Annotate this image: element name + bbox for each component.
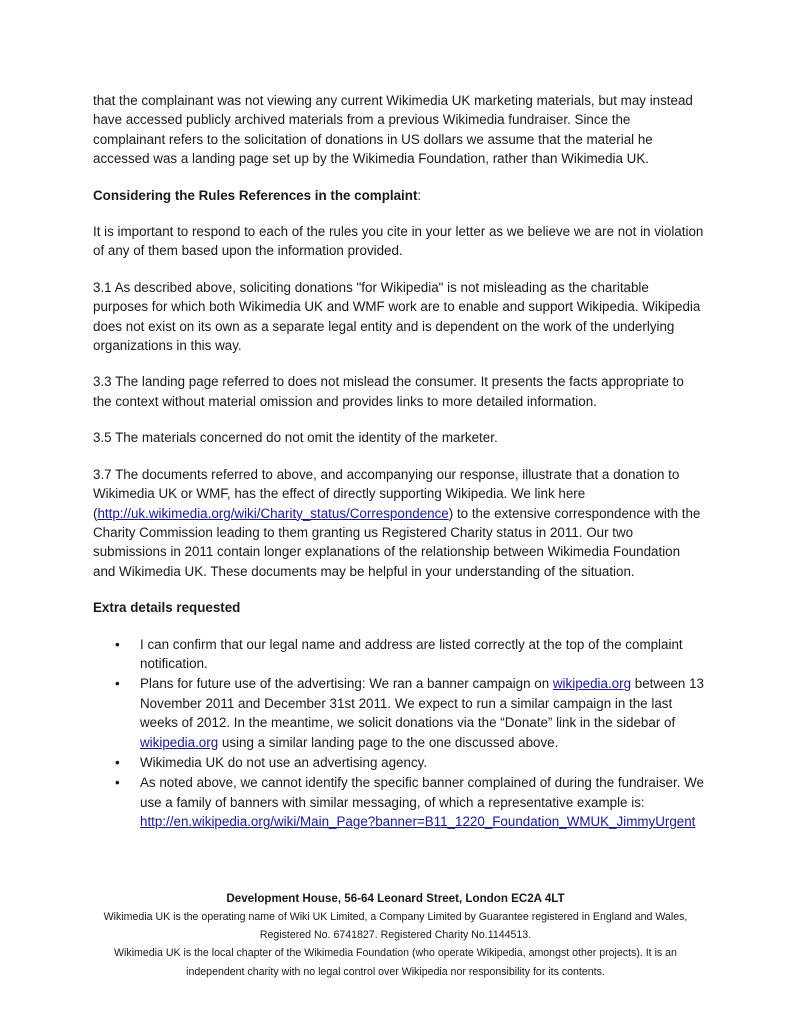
list-item xyxy=(93,635,705,674)
footer-address: Development House, 56-64 Leonard Street, London EC2A 4LT xyxy=(226,892,565,905)
rule-3-5-paragraph: 3.5 The materials concerned do not omit the identity of the marketer. xyxy=(93,430,498,446)
plans-text-b: between 13 November 2011 and December 31st 2011. We expect to run a similar campaign in the last weeks of 2012. In the meantime, we solicit donations via the “Donate” link in the sidebar of xyxy=(140,676,704,731)
footer-line: Wikimedia UK is the local chapter of the Wikimedia Foundation (who operate Wikipedia, amongst other projects). It is an xyxy=(114,947,677,960)
footer-line: independent charity with no legal control over Wikipedia nor responsibility for its contents. xyxy=(186,965,605,978)
bullet-icon: • xyxy=(115,676,120,692)
bullet-icon: • xyxy=(115,775,120,791)
rules-intro-paragraph: It is important to respond to each of the rules you cite in your letter as we believe we are not in violation of any of them based upon the information provided. xyxy=(93,224,704,259)
list-item xyxy=(93,773,705,831)
rules-heading xyxy=(93,186,705,205)
list-item xyxy=(93,674,705,752)
extra-details-heading: Extra details requested xyxy=(93,600,241,616)
rules-heading-text: Considering the Rules References in the complaint xyxy=(93,187,418,203)
rule-3-1-paragraph: 3.1 As described above, soliciting donations "for Wikipedia" is not misleading as the charitable purposes for which both Wikimedia UK and WMF work are to enable and support Wikipedia. Wikipedia does not exist on its own as a separate legal entity and is dependent on the work of the underlying organizations in this way. xyxy=(93,279,701,354)
footer-line: Wikimedia UK is the operating name of Wiki UK Limited, a Company Limited by Guarantee registered in England and Wales, xyxy=(103,911,688,923)
footer-line: Registered No. 6741827. Registered Charity No.1144513. xyxy=(259,929,532,942)
rules-heading-colon: : xyxy=(417,187,422,203)
bullet-icon: • xyxy=(115,754,120,770)
banner-text: As noted above, we cannot identify the specific banner complained of during the fundraiser. We use a family of banners with similar messaging, of which a representative example is: xyxy=(140,775,704,810)
rule-3-7-text-a: 3.7 The documents referred to above, and accompanying our response, illustrate that a donation to Wikimedia UK or WMF, has the effect of directly supporting Wikipedia. We link here ( xyxy=(93,466,680,521)
banner-example-link[interactable]: http://en.wikipedia.org/wiki/Main_Page?banner=B11_1220_Foundation_WMUK_JimmyUrgent xyxy=(140,814,696,830)
list-item xyxy=(93,753,705,772)
letter-body xyxy=(93,91,705,833)
letter-footer xyxy=(80,890,711,981)
extra-details-list xyxy=(93,635,705,832)
plans-text-a: Plans for future use of the advertising: We ran a banner campaign on xyxy=(140,676,553,692)
legal-name-text: I can confirm that our legal name and address are listed correctly at the top of the complaint notification. xyxy=(140,636,683,671)
charity-correspondence-link[interactable]: http://uk.wikimedia.org/wiki/Charity_status/Correspondence xyxy=(97,505,449,521)
agency-text: Wikimedia UK do not use an advertising agency. xyxy=(140,754,428,770)
intro-paragraph: that the complainant was not viewing any current Wikimedia UK marketing materials, but may instead have accessed publicly archived materials from a previous Wikimedia fundraiser. Since the complainant refers to the solicitation of donations in US dollars we assume that the material he accessed was a landing page set up by the Wikimedia Foundation, rather than Wikimedia UK. xyxy=(93,93,693,167)
wikipedia-link[interactable]: wikipedia.org xyxy=(552,676,632,692)
wikipedia-link[interactable]: wikipedia.org xyxy=(140,734,219,750)
plans-text-c: using a similar landing page to the one discussed above. xyxy=(218,734,559,750)
rule-3-3-paragraph: 3.3 The landing page referred to does not mislead the consumer. It presents the facts appropriate to the context without material omission and provides links to more detailed information. xyxy=(93,374,684,409)
rule-3-7-text-b: ) to the extensive correspondence with the Charity Commission leading to them granting us Registered Charity status in 2011. Our two submissions in 2011 contain longer explanations of the relationship between Wikimedia Foundation and Wikimedia UK. These documents may be helpful in your understanding of the situation. xyxy=(93,505,701,579)
rule-3-7-paragraph xyxy=(93,465,705,581)
bullet-icon: • xyxy=(115,636,120,652)
